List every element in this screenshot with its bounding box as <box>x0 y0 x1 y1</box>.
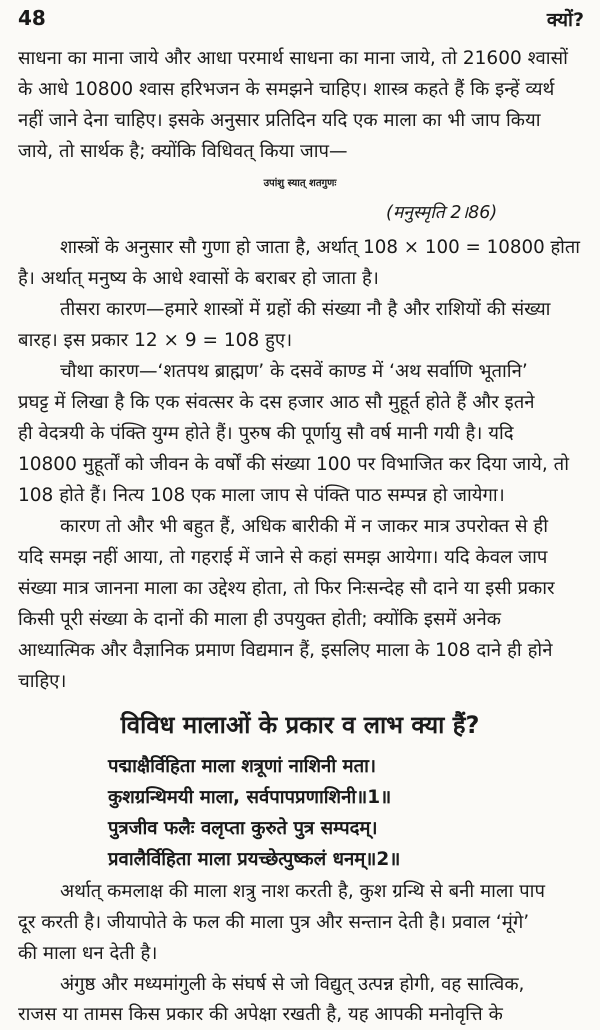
text-line: ही वेदत्रयी के पंक्ति युग्म होते हैं। पुरुष की पूर्णायु सौ वर्ष मानी गयी है। यदि <box>18 423 514 444</box>
quote-source: (मनुस्मृति 2।86) <box>386 203 498 223</box>
text-line: अंगुष्ठ और मध्यमांगुली के संघर्ष से जो विद्युत् उत्पन्न होगी, वह सात्विक, <box>60 974 525 995</box>
text-line: के आधे 10800 श्वास हरिभजन के समझने चाहिए। शास्त्र कहते हैं कि इन्हें व्यर्थ <box>18 79 555 100</box>
text-line: तीसरा कारण—हमारे शास्त्रों में ग्रहों की संख्या नौ है और राशियों की संख्या <box>60 299 551 320</box>
text-line: है। अर्थात् मनुष्य के आधे श्वासों के बराबर हो जाता है। <box>18 268 379 289</box>
text-line: 10800 मुहूर्तों को जीवन के वर्षों की संख्या 100 पर विभाजित कर दिया जाये, तो <box>18 454 570 475</box>
text-line: प्रघट्ट में लिखा है कि एक संवत्सर के दस हजार आठ सौ मुहूर्त होते हैं और इतने <box>18 392 535 413</box>
verse-line: प्रवालैर्विहिता माला प्रयच्छेत्पुष्कलं धनम्॥2॥ <box>108 849 401 870</box>
text-line: संख्या मात्र जानना माला का उद्देश्य होता, तो फिर निःसन्देह सौ दाने या इसी प्रकार <box>18 578 555 599</box>
text-line: बारह। इस प्रकार 12 × 9 = 108 हुए। <box>18 330 293 351</box>
section-heading: विविध मालाओं के प्रकार व लाभ क्या हैं? <box>120 711 480 739</box>
text-line: कारण तो और भी बहुत हैं, अधिक बारीकी में न जाकर मात्र उपरोक्त से ही <box>60 516 549 537</box>
text-line: जाये, तो सार्थक है; क्योंकि विधिवत् किया जाप— <box>18 141 348 162</box>
page-number: 48 <box>18 6 46 30</box>
text-line: चौथा कारण—‘शतपथ ब्राह्मण’ के दसवें काण्ड में ‘अथ सर्वाणि भूतानि’ <box>60 361 528 382</box>
text-line: किसी पूरी संख्या के दानों की माला ही उपयुक्त होती; क्योंकि इसमें अनेक <box>18 609 501 630</box>
text-line: अर्थात् कमलाक्ष की माला शत्रु नाश करती है, कुश ग्रन्थि से बनी माला पाप <box>60 881 545 902</box>
text-line: आध्यात्मिक और वैज्ञानिक प्रमाण विद्यमान हैं, इसलिए माला के 108 दाने ही होने <box>18 640 553 661</box>
text-line: साधना का माना जाये और आधा परमार्थ साधना का माना जाये, तो 21600 श्वासों <box>18 48 568 69</box>
verse-line: कुशग्रन्थिमयी माला, सर्वपापप्रणाशिनी॥1॥ <box>108 787 392 808</box>
text-line: 108 होते हैं। नित्य 108 एक माला जाप से पंक्ति पाठ सम्पन्न हो जायेगा। <box>18 485 505 506</box>
text-line: की माला धन देती है। <box>18 943 158 964</box>
text-line: राजस या तामस किस प्रकार की अपेक्षा रखती है, यह आपकी मनोवृत्ति के <box>18 1004 503 1025</box>
page-header <box>18 2 584 36</box>
text-line: यदि समझ नहीं आया, तो गहराई में जाने से कहां समझ आयेगा। यदि केवल जाप <box>18 547 548 568</box>
sanskrit-quote: उपांशु स्यात् शतगुणः <box>263 178 337 189</box>
verse-line: पुत्रजीव फलैः वलृप्ता कुरुते पुत्र सम्पदम्। <box>108 818 378 839</box>
text-line: दूर करती है। जीयापोते के फल की माला पुत्र और सन्तान देती है। प्रवाल ‘मूंगे’ <box>18 912 530 933</box>
text-line: नहीं जाने देना चाहिए। इसके अनुसार प्रतिदिन यदि एक माला का भी जाप किया <box>18 110 541 131</box>
verse-line: पद्माक्षैर्विहिता माला शत्रूणां नाशिनी मता। <box>108 756 376 777</box>
running-head: क्यों? <box>546 9 584 31</box>
text-line: चाहिए। <box>18 671 67 692</box>
text-line: शास्त्रों के अनुसार सौ गुणा हो जाता है, अर्थात् 108 × 100 = 10800 होता <box>60 237 581 258</box>
